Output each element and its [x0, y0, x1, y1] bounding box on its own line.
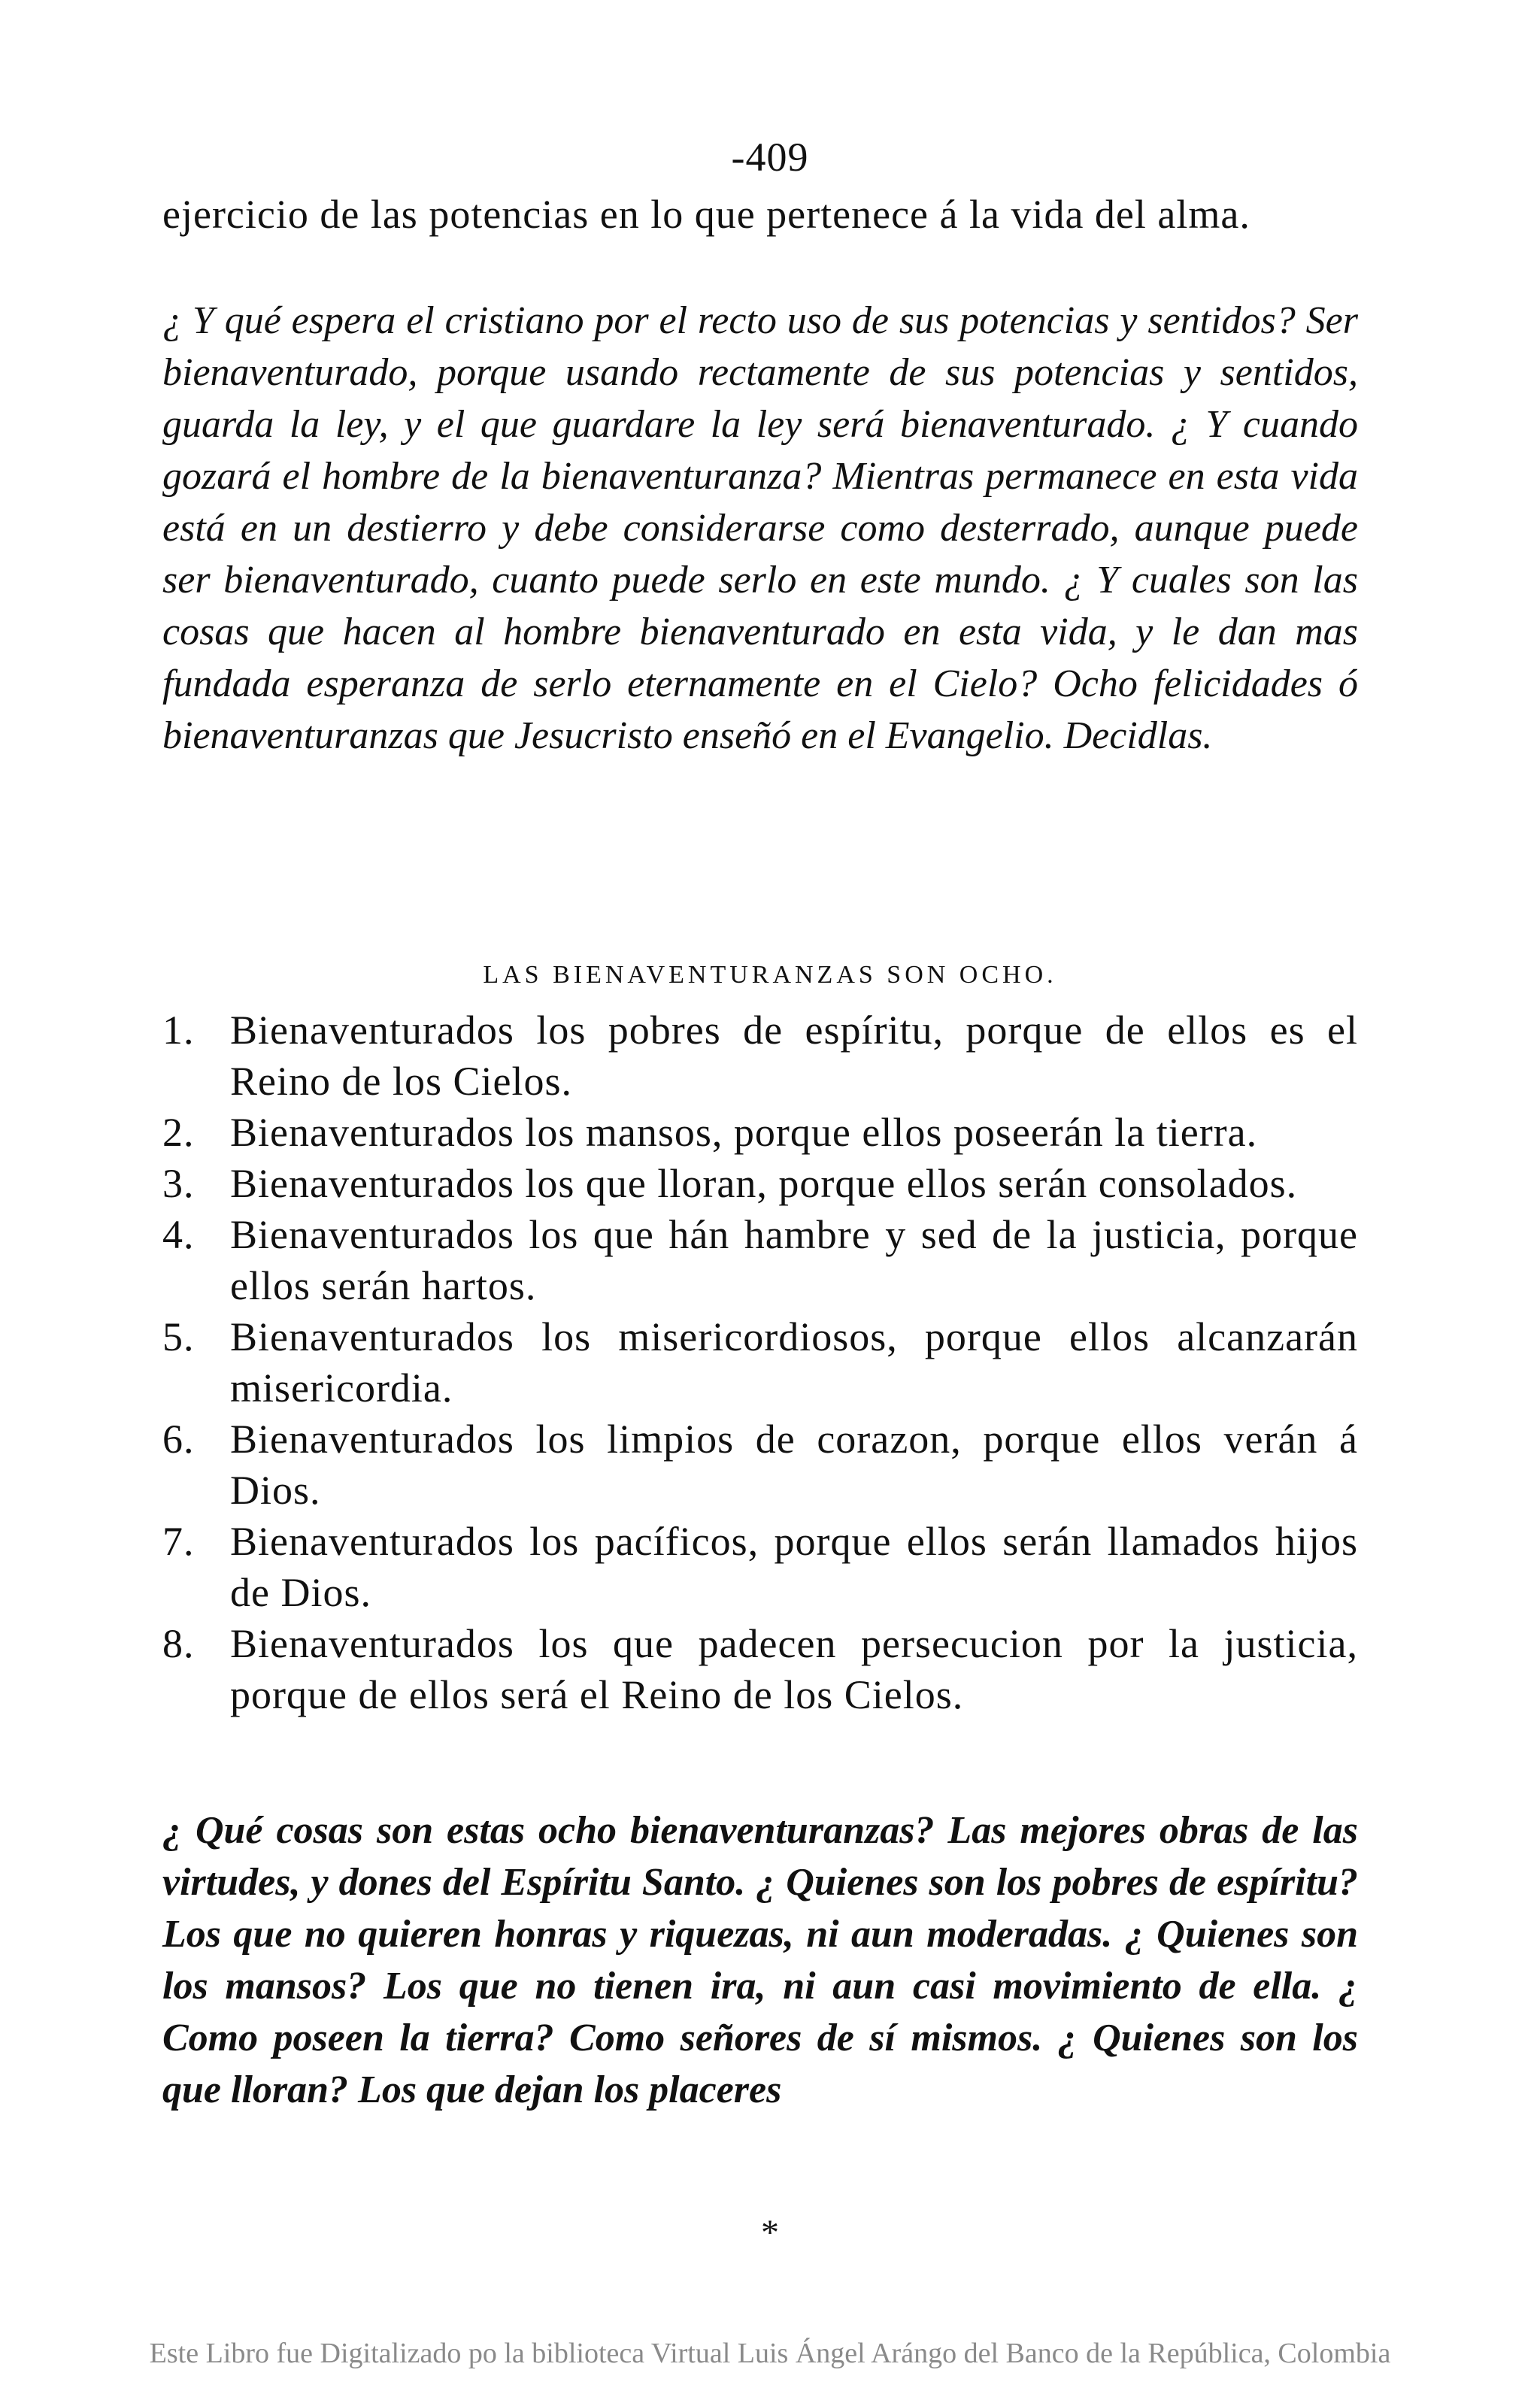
beatitude-text: Bienaventurados los que lloran, porque ellos serán consolados.: [230, 1161, 1298, 1206]
beatitude-item: [162, 1414, 1358, 1516]
signature-mark: *: [761, 2213, 779, 2253]
beatitude-item: [162, 1516, 1358, 1618]
beatitude-item: [162, 1107, 1358, 1158]
beatitude-number: 1.: [162, 1008, 195, 1053]
beatitude-item: [162, 1311, 1358, 1414]
beatitude-item: [162, 1618, 1358, 1720]
beatitude-item: [162, 1158, 1358, 1209]
beatitude-text: Bienaventurados los mansos, porque ellos poseerán la tierra.: [230, 1110, 1258, 1155]
digitization-footer: Este Libro fue Digitalizado po la biblioteca Virtual Luis Ángel Arángo del Banco de la República, Colombia: [149, 2338, 1391, 2369]
beatitude-text: Bienaventurados los que padecen persecucion por la justicia, porque de ellos será el Reino de los Cielos.: [230, 1621, 1358, 1717]
beatitude-text: Bienaventurados los pacíficos, porque ellos serán llamados hijos de Dios.: [230, 1519, 1358, 1615]
beatitude-text: Bienaventurados los pobres de espíritu, porque de ellos es el Reino de los Cielos.: [230, 1008, 1358, 1104]
beatitude-number: 8.: [162, 1621, 195, 1666]
beatitude-item: [162, 1209, 1358, 1311]
beatitude-number: 7.: [162, 1519, 195, 1564]
catechism-qa-block-1: ¿ Y qué espera el cristiano por el recto uso de sus potencias y sentidos? Ser bienaventurado, porque usando rectamente de sus potencias y sentidos, guarda la ley, y el que guardare la ley será bienaventurado. ¿ Y cuando gozará el hombre de la bienaventuranza? Mientras permanece en esta vida está en un destierro y debe considerarse como desterrado, aunque puede ser bienaventurado, cuanto puede serlo en este mundo. ¿ Y cuales son las cosas que hacen al hombre bienaventurado en esta vida, y le dan mas fundada esperanza de serlo eternamente en el Cielo? Ocho felicidades ó bienaventuranzas que Jesucristo enseñó en el Evangelio. Decidlas.: [162, 299, 1358, 757]
beatitude-number: 4.: [162, 1212, 195, 1257]
beatitude-number: 6.: [162, 1417, 195, 1462]
beatitude-item: [162, 1005, 1358, 1107]
beatitude-text: Bienaventurados los que hán hambre y sed de la justicia, porque ellos serán hartos.: [230, 1212, 1358, 1308]
page-number: -409: [731, 135, 809, 180]
catechism-qa-block-2: ¿ Qué cosas son estas ocho bienaventuranzas? Las mejores obras de las virtudes, y dones del Espíritu Santo. ¿ Quienes son los pobres de espíritu? Los que no quieren honras y riquezas, ni aun moderadas. ¿ Quienes son los mansos? Los que no tienen ira, ni aun casi movimiento de ella. ¿ Como poseen la tierra? Como señores de sí mismos. ¿ Quienes son los que lloran? Los que dejan los placeres: [162, 1809, 1358, 2111]
intro-paragraph: ejercicio de las potencias en lo que pertenece á la vida del alma.: [162, 192, 1250, 237]
beatitude-text: Bienaventurados los misericordiosos, porque ellos alcanzarán misericordia.: [230, 1314, 1358, 1411]
beatitude-number: 3.: [162, 1161, 195, 1206]
beatitude-number: 2.: [162, 1110, 195, 1155]
beatitude-text: Bienaventurados los limpios de corazon, porque ellos verán á Dios.: [230, 1417, 1358, 1513]
section-heading: LAS BIENAVENTURANZAS SON OCHO.: [483, 961, 1057, 989]
beatitudes-list: [162, 1005, 1358, 1720]
beatitude-number: 5.: [162, 1314, 195, 1359]
